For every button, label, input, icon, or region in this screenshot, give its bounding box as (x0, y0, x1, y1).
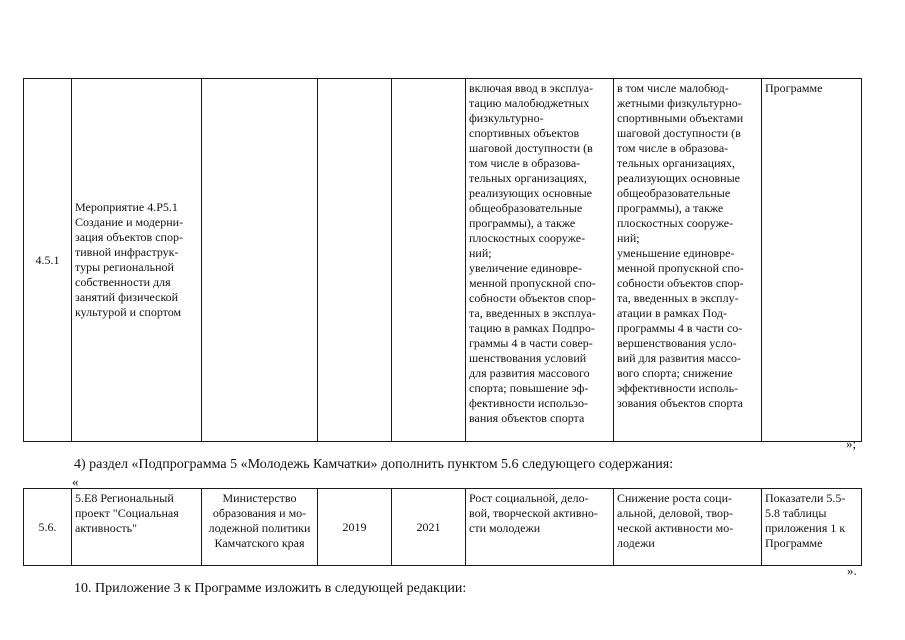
indicator-link-cell: Показатели 5.5- 5.8 таблицы приложения 1 к Программе (762, 489, 862, 566)
end-year-cell (392, 79, 466, 442)
table-row (24, 489, 862, 566)
row-number-cell: 4.5.1 (24, 79, 72, 442)
closing-quote-2: ». (847, 563, 857, 578)
executor-cell: Министерство образования и мо- лодежной политики Камчатского края (202, 489, 318, 566)
opening-quote: « (72, 474, 79, 489)
table-row (24, 79, 862, 442)
consequences-cell: Снижение роста соци- альной, деловой, твор- ческой активности мо- лодежи (614, 489, 762, 566)
consequences-cell: в том числе малобюд- жетными физкультурно- спортивными объектами шаговой доступности (в том числе в образова- тельных организациях, реализующих основные общеобразовательные программы), а также плоскостных сооруже- ний; уменьшение единовре- менной пропускной спо- собности объектов спор- та, введенных в эксплу- атации в рамках Под- программы 4 в части со- вершенствования усло- вий для развития массо- вого спорта; снижение эффективности исполь- зования объектов спорта (614, 79, 762, 442)
closing-quote-1: »; (846, 436, 857, 451)
event-name-cell: Мероприятие 4.Р5.1 Создание и модерни- зация объектов спор- тивной инфраструк- туры региональной собственности для занятий физической культурой и спортом (72, 79, 202, 442)
measures-table-subprogram-4 (23, 78, 862, 442)
measures-table-subprogram-5 (23, 488, 862, 566)
executor-cell (202, 79, 318, 442)
start-year-cell: 2019 (318, 489, 392, 566)
event-name-cell: 5.Е8 Региональный проект "Социальная активность" (72, 489, 202, 566)
expected-result-cell: включая ввод в эксплуа- тацию малобюджетных физкультурно- спортивных объектов шаговой доступности (в том числе в образова- тельных организациях, реализующих основные общеобразовательные программы), а также плоскостных сооруже- ний; увеличение единовре- менной пропускной спо- собности объектов спор- та, введенных в эксплуа- тацию в рамках Подпро- граммы 4 в части совер- шенствования условий для развития массового спорта; повышение эф- фективности использо- вания объектов спорта (466, 79, 614, 442)
paragraph-4: 4) раздел «Подпрограмма 5 «Молодежь Камчатки» дополнить пунктом 5.6 следующего содержания: (74, 457, 674, 472)
paragraph-10: 10. Приложение 3 к Программе изложить в следующей редакции: (74, 581, 467, 596)
end-year-cell: 2021 (392, 489, 466, 566)
row-number-cell: 5.6. (24, 489, 72, 566)
expected-result-cell: Рост социальной, дело- вой, творческой активно- сти молодежи (466, 489, 614, 566)
start-year-cell (318, 79, 392, 442)
indicator-link-cell: Программе (762, 79, 862, 442)
